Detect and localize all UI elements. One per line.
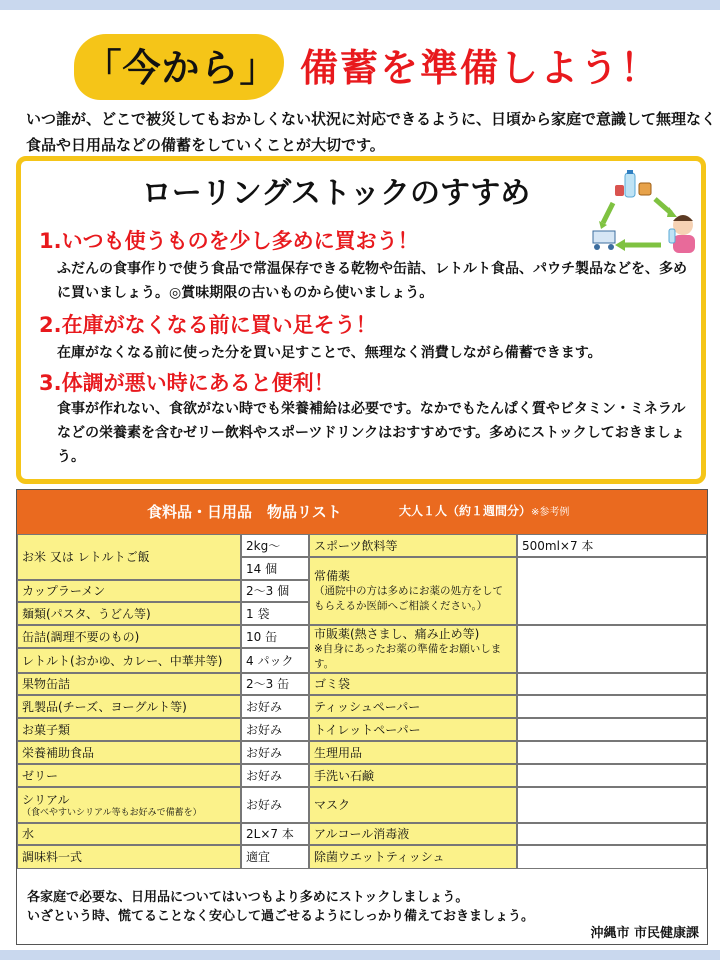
section-2-heading: 2.在庫がなくなる前に買い足そう！ bbox=[39, 313, 377, 337]
item-qty: お好み bbox=[241, 718, 309, 741]
table-header-sub: 大人１人（約１週間分）※参考例 bbox=[399, 504, 570, 518]
item-name: トイレットペーパー bbox=[309, 718, 517, 741]
item-qty-rice-2: 14 個 bbox=[241, 557, 309, 580]
empty-cell bbox=[517, 845, 707, 869]
rolling-stock-box bbox=[16, 156, 706, 484]
item-qty: お好み bbox=[241, 695, 309, 718]
item-qty: 2～3 缶 bbox=[241, 673, 309, 695]
section-2-text: 在庫がなくなる前に使った分を買い足すことで、無理なく消費しながら備蓄できます。 bbox=[57, 345, 602, 361]
table-header-title: 食料品・日用品 物品リスト bbox=[147, 503, 342, 521]
item-name-cereal: シリアル （食べやすいシリアル等もお好みで備蓄を） bbox=[17, 787, 241, 823]
item-qty: 1 袋 bbox=[241, 602, 309, 625]
item-name: ゼリー bbox=[17, 764, 241, 787]
item-name-sports-drink: スポーツ飲料等 bbox=[309, 534, 517, 557]
empty-cell bbox=[517, 741, 707, 764]
item-name: 栄養補助食品 bbox=[17, 741, 241, 764]
empty-cell bbox=[517, 557, 707, 625]
rolling-stock-cycle-illustration bbox=[589, 169, 699, 255]
item-name: マスク bbox=[309, 787, 517, 823]
section-3-heading: 3.体調が悪い時にあると便利！ bbox=[39, 371, 335, 395]
item-name: レトルト(おかゆ、カレー、中華丼等) bbox=[17, 648, 241, 673]
item-qty: 10 缶 bbox=[241, 625, 309, 648]
item-name: カップラーメン bbox=[17, 580, 241, 602]
item-name: 果物缶詰 bbox=[17, 673, 241, 695]
item-name: ゴミ袋 bbox=[309, 673, 517, 695]
item-qty: お好み bbox=[241, 764, 309, 787]
table-header bbox=[17, 490, 707, 534]
item-name-water: 水 bbox=[17, 823, 241, 845]
item-qty: 2～3 個 bbox=[241, 580, 309, 602]
item-qty-rice-1: 2kg～ bbox=[241, 534, 309, 557]
empty-cell bbox=[517, 823, 707, 845]
item-qty: お好み bbox=[241, 741, 309, 764]
item-name: 生理用品 bbox=[309, 741, 517, 764]
empty-cell bbox=[517, 673, 707, 695]
item-name: 除菌ウエットティッシュ bbox=[309, 845, 517, 869]
section-1-text: ふだんの食事作りで使う食品で常温保存できる乾物や缶詰、レトルト食品、パウチ製品などを、多めに買いましょう。◎賞味期限の古いものから使いましょう。 bbox=[57, 261, 687, 301]
organization-name: 沖縄市 市民健康課 bbox=[590, 926, 699, 941]
empty-cell bbox=[517, 764, 707, 787]
item-name: 缶詰(調理不要のもの) bbox=[17, 625, 241, 648]
intro-paragraph: いつ誰が、どこで被災してもおかしくない状況に対応できるように、日頃から家庭で意識して無理なく食品や日用品などの備蓄をしていくことが大切です。 bbox=[26, 110, 717, 154]
item-name: ティッシュペーパー bbox=[309, 695, 517, 718]
item-name-rice: お米 又は レトルトご飯 bbox=[17, 534, 241, 580]
item-regular-medicine: 常備薬 （通院中の方は多めにお薬の処方をしてもらえるか医師へご相談ください。） bbox=[309, 557, 517, 625]
title-main-text: 備蓄を準備しよう！ bbox=[300, 46, 661, 90]
empty-cell bbox=[517, 787, 707, 823]
item-name: お菓子類 bbox=[17, 718, 241, 741]
item-name: アルコール消毒液 bbox=[309, 823, 517, 845]
empty-cell bbox=[517, 718, 707, 741]
section-3-text: 食事が作れない、食欲がない時でも栄養補給は必要です。なかでもたんぱく質やビタミン・ミネラルなどの栄養素を含むゼリー飲料やスポーツドリンクはおすすめです。多めにストックしておきましょう。 bbox=[57, 401, 686, 465]
table-footer-note: 各家庭で必要な、日用品についてはいつもより多めにストックしましょう。 いざという時、慌てることなく安心して過ごせるようにしっかり備えておきましょう。 bbox=[27, 890, 535, 924]
empty-cell bbox=[517, 695, 707, 718]
item-name-seasoning: 調味料一式 bbox=[17, 845, 241, 869]
title-highlight-text: 「今から」 bbox=[83, 46, 279, 90]
item-qty: 4 パック bbox=[241, 648, 309, 673]
item-qty-seasoning: 適宜 bbox=[241, 845, 309, 869]
section-1-heading: 1.いつも使うものを少し多めに買おう！ bbox=[39, 229, 419, 253]
item-name: 乳製品(チーズ、ヨーグルト等) bbox=[17, 695, 241, 718]
empty-cell bbox=[517, 625, 707, 673]
item-otc-medicine: 市販薬(熱さまし、痛み止め等) ※自身にあったお薬の準備をお願いします。 bbox=[309, 625, 517, 673]
item-qty-water: 2L×7 本 bbox=[241, 823, 309, 845]
item-name: 手洗い石鹸 bbox=[309, 764, 517, 787]
item-qty-cereal: お好み bbox=[241, 787, 309, 823]
top-bar bbox=[0, 0, 720, 10]
item-qty-sports-drink: 500ml×7 本 bbox=[517, 534, 707, 557]
rolling-stock-title: ローリングストックのすすめ bbox=[141, 176, 531, 211]
bottom-bar bbox=[0, 950, 720, 960]
item-name: 麺類(パスタ、うどん等) bbox=[17, 602, 241, 625]
supply-list-table bbox=[16, 489, 708, 945]
page-title bbox=[0, 28, 720, 108]
